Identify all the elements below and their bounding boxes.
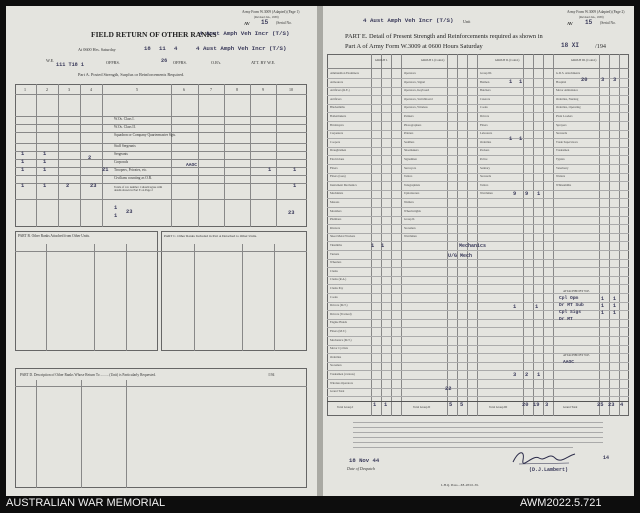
part-d-heading: PART D. Description of Other Ranks Whose Return To ......... (Unit) is Particularly Requested.: [20, 373, 156, 377]
row-label: Drivers (M.T.): [330, 303, 348, 308]
row-label: Veterinary: [556, 165, 569, 170]
row-label: Surveyors: [404, 165, 417, 170]
col-num-2: 2: [46, 87, 48, 92]
row-label: Instrument Mechanics: [330, 182, 357, 187]
row-label: Ammunition Examiners: [330, 71, 359, 75]
row-label: Moulders: [330, 208, 342, 213]
row-label: Typists: [556, 157, 565, 161]
signature-name: (D.J.Lambert): [529, 467, 569, 473]
ors-value: 26: [161, 58, 168, 64]
mechanics-handwritten: Mechanics: [459, 243, 487, 249]
row-label: Clerks: [330, 268, 338, 273]
form-ref-right: Army Form W.3009 (Adapted) (Page 2): [567, 10, 625, 14]
col-line: [242, 244, 243, 351]
col-num-7: 7: [210, 87, 212, 92]
row-line: [327, 319, 629, 320]
col-line: [46, 244, 47, 351]
row-label: Trade Supervisors: [556, 139, 578, 144]
rank-5: Sergeants: [114, 152, 128, 156]
row-label: Group III.: [480, 71, 493, 75]
row-label: Fitters (Gun): [330, 174, 346, 179]
row-line: [327, 267, 629, 268]
group-header-1: GROUP I.: [375, 58, 388, 62]
row-label: Watchmen: [480, 191, 493, 196]
row-label: G.D.S. Attachments: [556, 71, 580, 75]
row-label: Masons: [330, 200, 340, 204]
fig-right-b: 1: [293, 167, 297, 173]
row-label: Operators, Wireless: [404, 105, 428, 110]
serial-suffix-right: (Serial No.: [600, 21, 616, 25]
row-label: Caterers: [480, 96, 490, 101]
right-page: [323, 6, 634, 496]
total-2-b: 5: [460, 402, 464, 408]
row-label: Tradesmen: [556, 148, 570, 153]
fig-cpl-b: 1: [43, 159, 47, 165]
row-label: Cooks: [330, 294, 338, 299]
part-e-line-1: PART E. Detail of Present Strength and Reinforcements required as shown in: [345, 33, 543, 40]
part-e-year: /194: [595, 43, 607, 50]
attd-label: ATT. BY W.E.: [251, 60, 276, 65]
row-label: Drivers (Tracked): [330, 311, 352, 316]
row-label: Orderlies, Operating: [556, 105, 581, 110]
note-line: [353, 442, 603, 443]
rank-8: Civilians counting as O.R.: [114, 176, 153, 180]
fig-totals-b: 1: [114, 213, 118, 219]
rank-9: Totals of col. number 1 should agree with details shown in Part E on Page 2: [114, 185, 163, 192]
part-e-date: 18 XI: [561, 42, 580, 49]
row-label: Waiters: [556, 174, 566, 179]
fig-cpl-c: 2: [88, 155, 92, 161]
aaoc-right: AAOC: [563, 360, 575, 365]
row-line: [327, 138, 629, 139]
attd-row-1: Cpl Opm: [559, 296, 579, 301]
count-left-a: 1: [371, 243, 375, 249]
row-line: [327, 259, 629, 260]
row-line: [15, 151, 307, 152]
col-line: [80, 84, 81, 227]
row-label: Grand Total: [330, 389, 345, 394]
fig-tot-b: 1: [43, 183, 47, 189]
fig-cpl-a: 1: [21, 159, 25, 165]
note-line: [353, 427, 603, 428]
part-b-table: [15, 231, 158, 351]
col-num-1: 1: [24, 87, 26, 92]
count-top-e: 1: [519, 79, 523, 85]
total-1-a: 1: [373, 402, 377, 408]
col-line: [126, 244, 127, 351]
count-22: 22: [445, 386, 452, 392]
we-value: 111 T18 1: [56, 62, 85, 68]
row-label: Bricklayers: [330, 122, 344, 127]
total-3-a: 20: [522, 402, 529, 408]
row-line: [15, 183, 307, 184]
row-label: Butchers: [480, 88, 491, 93]
attd-val-2: 1: [613, 296, 617, 302]
note-line: [353, 432, 603, 433]
rank-2: W.Os. Class II.: [114, 125, 136, 129]
row-line: [327, 327, 629, 328]
fig-pte-a: 1: [21, 167, 25, 173]
note-line: [353, 422, 603, 423]
row-label: Painters: [404, 114, 414, 118]
row-label: Shoemakers: [404, 148, 419, 153]
row-label: Wheelwrights: [404, 208, 421, 213]
row-label: Sprayers: [556, 122, 567, 127]
row-label: Fitters: [480, 122, 488, 127]
count-mid-b: 9: [525, 191, 529, 197]
row-label: Artificers: [330, 96, 342, 101]
row-label: Drivers: [480, 114, 489, 118]
rank-6: Corporals: [114, 160, 129, 164]
row-label: Orderlies, Nursing: [556, 96, 579, 101]
count-top-d: 1: [509, 79, 513, 85]
attd-val-6: 1: [613, 310, 617, 316]
row-line: [327, 190, 629, 191]
row-label: Storemen: [404, 225, 416, 230]
col-line: [102, 84, 103, 227]
row-line: [327, 181, 629, 182]
row-label: Welders: [404, 200, 414, 204]
row-label: Plant Loaders: [556, 114, 573, 118]
row-label: Engine Hands: [330, 320, 347, 325]
col-line: [250, 84, 251, 227]
col-num-6: 6: [183, 87, 185, 92]
form-ref: Army Form W.3009 (Adapted) (Page 1): [242, 10, 300, 14]
rank-3: Squadron or Company Quartermaster Sgts.: [114, 133, 176, 137]
count-mid-c: 1: [537, 191, 541, 197]
total-4-b: 23: [608, 402, 615, 408]
row-label: Mechanics (M.T.): [330, 337, 352, 342]
unit-handwritten-right: 4 Aust Amph Veh Incr (T/S): [363, 17, 454, 24]
form-revised: (Revised Jan., 1939): [254, 15, 279, 19]
row-label: Sheet Metal Workers: [330, 234, 356, 239]
col-line: [274, 244, 275, 351]
row-label: Sanitary: [480, 165, 490, 170]
part-e-line-2: Part A of Army Form W.3009 at 0600 Hours Saturday: [345, 43, 483, 50]
row-label: Blacksmiths: [330, 105, 345, 110]
serial-no: 15: [261, 19, 269, 26]
col-num-4: 4: [90, 87, 92, 92]
row-label: Artificers (R.E.): [330, 88, 350, 93]
row-label: Cooks: [480, 105, 488, 110]
row-line: [327, 147, 629, 148]
press-line: L.H.Q. Press—E8–28/10–39.: [441, 483, 479, 487]
row-label: Tailors: [404, 174, 413, 179]
row-label: Stewards: [556, 131, 567, 136]
d-header-line: [15, 386, 307, 387]
col-line: [36, 380, 37, 488]
count-low-a: 3: [513, 372, 517, 378]
col-line: [171, 84, 172, 227]
col-line: [194, 244, 195, 351]
row-line: [15, 199, 307, 200]
row-label: Clerks Pay: [330, 286, 344, 290]
date-day: 18: [144, 45, 151, 52]
row-label: Plumbers: [330, 217, 342, 222]
total-2-a: 5: [449, 402, 453, 408]
row-line: [327, 233, 629, 234]
row-label: Coopers: [330, 139, 340, 144]
count-mid-a: 9: [513, 191, 517, 197]
row-line: [327, 276, 629, 277]
row-line: [327, 388, 629, 389]
count-top-c: 3: [613, 77, 617, 83]
signature-mark: [509, 446, 579, 468]
total-4-c: 4: [620, 402, 624, 408]
row-label: Operators, Switchboard: [404, 96, 433, 101]
offrs-label: OFFRS.: [106, 60, 120, 65]
serial-suffix: (Serial No.: [276, 21, 292, 25]
row-line: [327, 284, 629, 285]
row-label: Carpenters: [330, 131, 343, 136]
total-4-a: 25: [597, 402, 604, 408]
row-label: Electricians: [330, 157, 345, 161]
col-line: [276, 84, 277, 227]
total-4-label: Grand Total: [563, 405, 578, 409]
part-d-year: /194: [268, 373, 275, 377]
page-title: FIELD RETURN OF OTHER RANKS: [91, 30, 217, 39]
row-line: [327, 362, 629, 363]
row-line: [327, 173, 629, 174]
row-label: Storemen: [330, 363, 342, 368]
row-line: [327, 224, 629, 225]
date-year: 4: [174, 45, 178, 52]
fig-sgt-b: 1: [43, 151, 47, 157]
row-label: Upholsterers: [404, 191, 420, 196]
col-line: [94, 244, 95, 351]
ors-label: O.R's.: [211, 60, 222, 65]
col-line: [81, 380, 82, 488]
row-line: [327, 130, 629, 131]
offrs-label-2: OFFRS.: [173, 60, 187, 65]
row-label: Wheelers: [330, 260, 342, 265]
row-line: [327, 345, 629, 346]
row-line: [327, 216, 629, 217]
count-top-a: 20: [581, 77, 588, 83]
row-label: Tinsmiths: [330, 243, 342, 247]
count-r1-a: 1: [509, 136, 513, 142]
row-line: [327, 198, 629, 199]
rank-7: Troopers, Privates, etc.: [114, 168, 148, 172]
fig-aaoc: AAOC: [186, 163, 198, 168]
row-label: Signalmen: [404, 157, 417, 161]
bc-header-line: [15, 251, 307, 252]
col-line: [198, 84, 199, 227]
row-label: Whitesmiths: [556, 182, 572, 187]
row-line: [327, 310, 629, 311]
row-line: [327, 104, 629, 105]
count-top-b: 3: [601, 77, 605, 83]
attached-label-top: ATTACHED BY W.E.: [563, 289, 590, 293]
row-label: Clerks (R.A.): [330, 277, 347, 282]
fig-right-a: 1: [268, 167, 272, 173]
row-label: Group II.: [404, 217, 416, 222]
part-b-heading: PART B. Other Ranks Attached from Other Units.: [18, 234, 90, 238]
part-c-table: [161, 231, 307, 351]
row-line: [327, 164, 629, 165]
unit-handwritten: 4 Aust Amph Veh Incr (T/S): [199, 30, 290, 37]
row-line: [327, 336, 629, 337]
row-label: Photographers: [404, 122, 422, 127]
caption-left: AUSTRALIAN WAR MEMORIAL: [6, 497, 166, 509]
row-label: Machinists: [330, 191, 344, 196]
caption-right: AWM2022.5.721: [520, 497, 602, 509]
col-num-9: 9: [262, 87, 264, 92]
row-label: Fitters (M.T.): [330, 329, 347, 333]
row-label: Orderlies: [330, 354, 342, 359]
total-1-label: Total Group I: [337, 405, 354, 409]
fig-tot-d: 23: [90, 183, 97, 189]
row-label: Wireless Operators: [330, 380, 353, 385]
row-line: [327, 87, 629, 88]
date-month: 11: [159, 45, 166, 52]
serial-label-right: AV: [567, 21, 573, 26]
row-line: [15, 124, 307, 125]
row-label: Operators, Keyboard: [404, 88, 430, 93]
row-line: [327, 370, 629, 371]
fig-sgt-a: 1: [21, 151, 25, 157]
count-low-c: 1: [537, 372, 541, 378]
total-1-b: 1: [384, 402, 388, 408]
count-lowb-a: 1: [513, 304, 517, 310]
row-line: [327, 155, 629, 156]
form-revised-right: (Revised Jan., 1939): [579, 15, 604, 19]
col-num-3: 3: [68, 87, 70, 92]
fig-totals-d: 23: [288, 210, 295, 216]
row-label: Batmen: [480, 79, 490, 84]
signature-right: 14: [603, 455, 610, 461]
row-line: [327, 293, 629, 294]
count-lowb-b: 1: [535, 304, 539, 310]
row-label: Tailors: [480, 182, 489, 187]
row-label: Watchmen: [404, 234, 417, 239]
row-label: Printers: [404, 131, 414, 136]
part-a-heading: Part A. Posted Strength, Surplus or Reinforcements Required.: [78, 72, 185, 77]
row-line: [15, 143, 307, 144]
row-label: Saddlers: [404, 139, 415, 144]
unit-label: Unit: [463, 19, 471, 24]
attached-label-bottom: ATTACHED BY W.E.: [563, 353, 590, 357]
row-label: Boilermakers: [330, 114, 347, 118]
attd-row-4: Dr MT: [559, 317, 573, 322]
attd-val-5: 1: [601, 310, 605, 316]
rank-1: W.Os. Class I.: [114, 117, 135, 121]
e-header-line: [327, 68, 629, 69]
total-3-label: Total Group III: [489, 405, 508, 409]
row-label: Riveters: [330, 225, 340, 230]
row-label: Telegraphists: [404, 182, 420, 187]
row-label: Operators: [404, 71, 416, 75]
note-line: [353, 437, 603, 438]
left-page: [6, 6, 317, 496]
despatch-date: 18 Nov 44: [349, 457, 380, 464]
attd-row-3: Cpl Sigs: [559, 310, 582, 315]
group-header-2: GROUP I. (Contd.): [421, 58, 445, 62]
time-line: At 0600 Hrs. Saturday: [78, 47, 116, 52]
row-label: Draughtsmen: [330, 148, 347, 153]
fig-tot-c: 2: [66, 183, 70, 189]
group-header-4: GROUP III. (Contd.): [571, 58, 597, 62]
row-line: [327, 250, 629, 251]
total-3-b: 19: [533, 402, 540, 408]
fig-tot-a: 1: [21, 183, 25, 189]
row-line: [327, 379, 629, 380]
group-header-3: GROUP II. (Contd.): [495, 58, 520, 62]
attd-val-3: 1: [601, 303, 605, 309]
count-left-b: 1: [381, 243, 385, 249]
rank-4: Staff Sergeants: [114, 144, 136, 148]
row-label: Police: [480, 157, 488, 161]
col-line: [126, 380, 127, 488]
document-spread: [6, 6, 634, 496]
unit-handwritten-2: 4 Aust Amph Veh Incr (T/S): [196, 45, 287, 52]
part-c-heading: PART C. Other Ranks Included in Part A Detached to Other Units.: [164, 234, 258, 238]
row-label: Packers: [480, 148, 490, 153]
row-label: Hospital: [556, 79, 567, 84]
row-label: Tradesmen (various): [330, 372, 355, 376]
col-line: [36, 84, 37, 227]
col-line: [58, 84, 59, 227]
fig-right-c: 1: [293, 183, 297, 189]
count-low-b: 2: [525, 372, 529, 378]
ug-mech-handwritten: U/G Mech: [448, 253, 473, 259]
col-num-10: 10: [289, 87, 293, 92]
row-label: Motor Ambulance: [556, 88, 578, 93]
row-line: [15, 159, 307, 160]
total-3-c: 3: [545, 402, 549, 408]
row-line: [327, 396, 629, 397]
attd-val-4: 1: [613, 303, 617, 309]
row-label: Turners: [330, 251, 340, 256]
fig-pte-c: 21: [102, 167, 109, 173]
despatch-date-label: Date of Despatch: [347, 466, 375, 471]
total-2-label: Total Group II: [413, 405, 431, 409]
row-label: Labourers: [480, 131, 493, 136]
row-line: [327, 207, 629, 208]
row-line: [327, 121, 629, 122]
row-line: [15, 167, 307, 168]
fig-totals-c: 23: [126, 209, 133, 215]
row-label: Motor Cyclists: [330, 346, 348, 351]
row-line: [327, 95, 629, 96]
fig-totals-a: 1: [114, 205, 118, 211]
col-num-8: 8: [236, 87, 238, 92]
row-label: Orderlies: [480, 139, 492, 144]
count-r1-b: 1: [519, 136, 523, 142]
row-label: Operators, Signal: [404, 79, 425, 84]
attd-val-1: 1: [601, 296, 605, 302]
row-label: Armourers: [330, 79, 343, 84]
we-label: W.E.: [46, 58, 55, 63]
attd-row-2: Dr MT Sub: [559, 303, 584, 308]
serial-no-right: 15: [585, 19, 593, 26]
row-label: Fitters: [330, 165, 338, 170]
serial-label: AV: [244, 21, 250, 26]
row-label: Stewards: [480, 174, 491, 179]
row-line: [15, 175, 307, 176]
col-line: [224, 84, 225, 227]
row-line: [327, 112, 629, 113]
col-num-5: 5: [136, 87, 138, 92]
fig-pte-b: 1: [43, 167, 47, 173]
